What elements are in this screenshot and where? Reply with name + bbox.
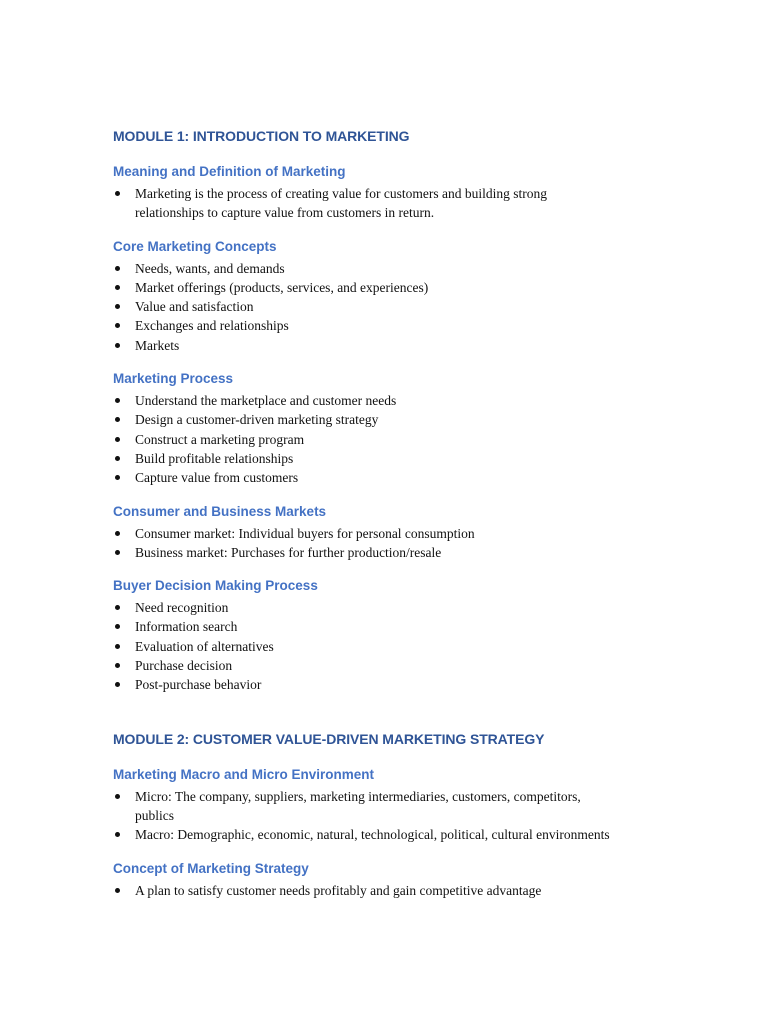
list-item bbox=[135, 430, 768, 449]
bullet-icon bbox=[115, 285, 120, 290]
bullet-icon bbox=[115, 624, 120, 629]
bullet-icon bbox=[115, 343, 120, 348]
bullet-icon bbox=[115, 531, 120, 536]
module-1 bbox=[113, 126, 768, 695]
list-item bbox=[135, 297, 768, 316]
bullet-icon bbox=[115, 888, 120, 893]
list-item bbox=[135, 524, 768, 543]
section-marketing-process bbox=[113, 369, 768, 487]
bullet-icon bbox=[115, 682, 120, 687]
bullet-list bbox=[113, 881, 768, 900]
list-item-text: Construct a marketing program bbox=[135, 431, 305, 447]
list-item bbox=[135, 259, 768, 278]
list-item-text: Purchase decision bbox=[135, 658, 233, 674]
list-item bbox=[135, 617, 768, 636]
list-item-text: Needs, wants, and demands bbox=[135, 260, 285, 276]
bullet-icon bbox=[115, 323, 120, 328]
list-item bbox=[135, 468, 768, 487]
list-item-text: Market offerings (products, services, and experiences) bbox=[135, 279, 429, 295]
bullet-list bbox=[113, 391, 768, 487]
list-item-text: Design a customer-driven marketing strategy bbox=[135, 412, 379, 428]
list-item-text: Consumer market: Individual buyers for personal consumption bbox=[135, 525, 475, 541]
module-title: MODULE 2: CUSTOMER VALUE-DRIVEN MARKETING STRATEGY bbox=[113, 730, 545, 747]
list-item bbox=[135, 449, 768, 468]
section-heading: Concept of Marketing Strategy bbox=[113, 860, 309, 876]
list-item bbox=[135, 675, 768, 694]
list-item-text: Micro: The company, suppliers, marketing intermediaries, customers, competitors, bbox=[135, 788, 581, 804]
bullet-list bbox=[113, 259, 768, 355]
list-item bbox=[135, 543, 768, 562]
list-item-text: Business market: Purchases for further production/resale bbox=[135, 544, 442, 560]
list-item-text: Build profitable relationships bbox=[135, 450, 294, 466]
list-item bbox=[135, 316, 768, 335]
list-item-text: relationships to capture value from customers in return. bbox=[135, 205, 435, 221]
list-item-text: Understand the marketplace and customer needs bbox=[135, 393, 397, 409]
list-item-text: Post-purchase behavior bbox=[135, 677, 262, 693]
list-item bbox=[135, 637, 768, 656]
list-item-text: Markets bbox=[135, 337, 180, 353]
list-item-text: Exchanges and relationships bbox=[135, 318, 289, 334]
list-item-text: Value and satisfaction bbox=[135, 299, 254, 315]
bullet-icon bbox=[115, 266, 120, 271]
list-item bbox=[135, 787, 768, 826]
module-2 bbox=[113, 729, 768, 900]
list-item-text: Macro: Demographic, economic, natural, technological, political, cultural environments bbox=[135, 827, 610, 843]
list-item bbox=[135, 391, 768, 410]
bullet-icon bbox=[115, 304, 120, 309]
list-item bbox=[135, 825, 768, 844]
bullet-icon bbox=[115, 417, 120, 422]
bullet-icon bbox=[115, 663, 120, 668]
bullet-icon bbox=[115, 832, 120, 837]
list-item bbox=[135, 184, 768, 223]
list-item bbox=[135, 410, 768, 429]
section-heading: Meaning and Definition of Marketing bbox=[113, 164, 346, 179]
section-heading: Buyer Decision Making Process bbox=[113, 578, 318, 594]
section-marketing-strategy-concept bbox=[113, 859, 768, 900]
bullet-list bbox=[113, 524, 768, 563]
section-heading: Marketing Process bbox=[113, 371, 234, 387]
list-item-text: publics bbox=[135, 807, 174, 823]
list-item-text: Capture value from customers bbox=[135, 470, 299, 486]
section-heading: Core Marketing Concepts bbox=[113, 238, 277, 254]
list-item bbox=[135, 598, 768, 617]
list-item-text: Evaluation of alternatives bbox=[135, 638, 274, 654]
list-item-text: Marketing is the process of creating value for customers and building strong bbox=[135, 186, 548, 201]
list-item-text: A plan to satisfy customer needs profitably and gain competitive advantage bbox=[135, 882, 542, 898]
bullet-icon bbox=[115, 398, 120, 403]
bullet-list bbox=[113, 598, 768, 694]
list-item-text: Information search bbox=[135, 619, 238, 635]
section-heading: Marketing Macro and Micro Environment bbox=[113, 766, 375, 782]
section-heading: Consumer and Business Markets bbox=[113, 503, 327, 519]
list-item bbox=[135, 278, 768, 297]
bullet-icon bbox=[115, 456, 120, 461]
bullet-icon bbox=[115, 605, 120, 610]
list-item bbox=[135, 881, 768, 900]
list-item-text: Need recognition bbox=[135, 600, 229, 616]
section-macro-micro-environment bbox=[113, 765, 768, 845]
section-meaning-definition bbox=[113, 162, 768, 223]
list-item bbox=[135, 336, 768, 355]
list-item bbox=[135, 656, 768, 675]
section-core-concepts bbox=[113, 237, 768, 355]
bullet-icon bbox=[115, 191, 120, 196]
section-buyer-decision-process bbox=[113, 576, 768, 694]
bullet-list bbox=[113, 184, 768, 223]
bullet-list bbox=[113, 787, 768, 845]
module-title: MODULE 1: INTRODUCTION TO MARKETING bbox=[113, 128, 410, 144]
bullet-icon bbox=[115, 550, 120, 555]
bullet-icon bbox=[115, 475, 120, 480]
bullet-icon bbox=[115, 437, 120, 442]
bullet-icon bbox=[115, 794, 120, 799]
bullet-icon bbox=[115, 644, 120, 649]
section-consumer-business-markets bbox=[113, 502, 768, 563]
